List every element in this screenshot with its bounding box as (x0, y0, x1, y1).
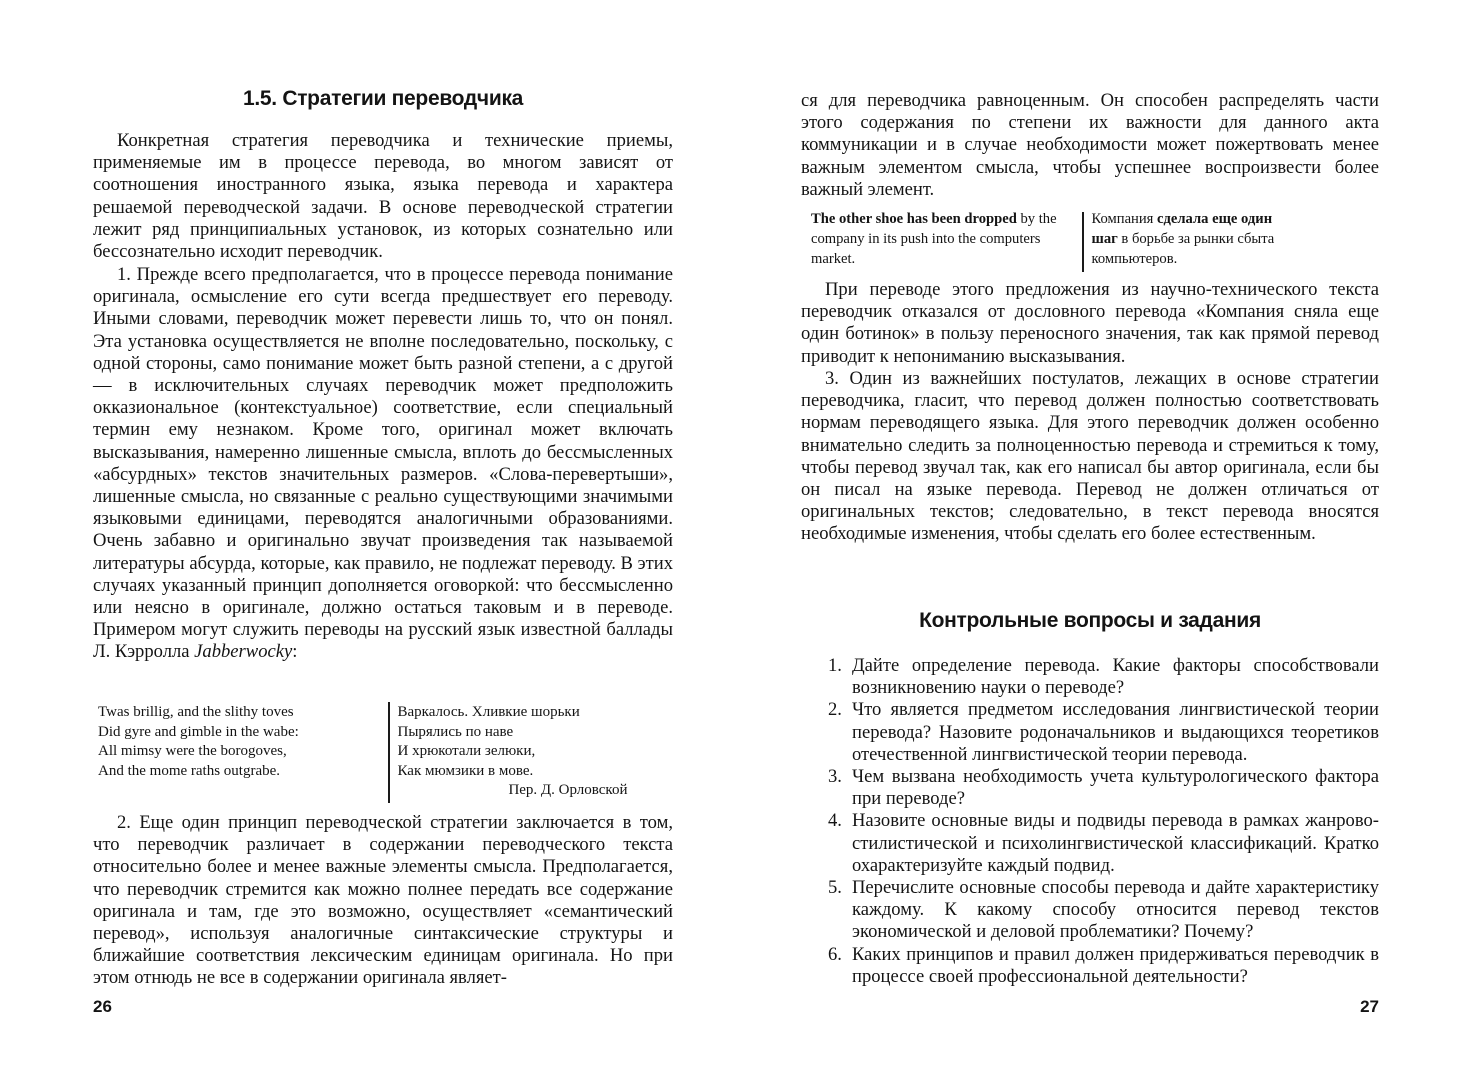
translator-credit: Пер. Д. Орловской (508, 782, 628, 799)
continuation-paragraph: ся для переводчика равноценным. Он способен распределять части этого содержания по степени их важности для данного акта коммуникации и в случае необходимости может пожертвовать менее важным элементом смысла, чтобы успешнее воспроизвести более важный элемент. (801, 90, 1379, 200)
page-number-left: 26 (93, 997, 112, 1016)
example-russian-rest: в борьбе за рынки сбыта компьютеров. (1091, 230, 1275, 267)
question-item (828, 810, 1379, 877)
poem-line: Как мюмзики в мове. (397, 762, 534, 779)
question-item (828, 699, 1379, 766)
intro-paragraph: Конкретная стратегия переводчика и технические приемы, применяемые им в процессе перевода, во многом зависят от соотношения иностранного языка, языка перевода и характера решаемой переводческой задачи. В основе переводческой стратегии лежит ряд принципиальных установок, из которых сознательно или бессознательно исходит переводчик. (93, 130, 673, 263)
question-number: 1. (828, 655, 842, 676)
poem-line: All mimsy were the borogoves, (98, 743, 287, 760)
principle-2-paragraph: 2. Еще один принцип переводческой стратегии заключается в том, что переводчик различает в содержании переводческого текста относительно более и менее важные элементы смысла. Предполагается, что переводчик стремится как можно полнее передать все содержание оригинала и там, где это возможно, осуществляет «семантический перевод», используя аналогичные синтаксические структуры и ближайшие соответствия лексическим единицам оригинала. Но при этом отнюдь не все в содержании оригинала являет- (93, 812, 673, 989)
right-page (801, 0, 1379, 1080)
column-divider (1082, 212, 1084, 272)
poem-line: Did gyre and gimble in the wabe: (98, 723, 299, 740)
question-item (828, 877, 1379, 944)
example-english-bold: The other shoe has been dropped (811, 211, 1017, 227)
question-text: Назовите основные виды и подвиды перевода в рамках жанрово-стилистической и психолингвистической классификаций. Кратко охарактеризуйте каждый подвид. (852, 810, 1379, 876)
question-item (828, 655, 1379, 699)
question-number: 5. (828, 877, 842, 899)
column-divider (388, 702, 390, 803)
example-russian-start: Компания (1091, 211, 1158, 227)
question-text: Что является предметом исследования лингвистической теории перевода? Назовите родоначальников и выдающихся теоретиков отечественной лингвистической теории перевода. (852, 699, 1379, 765)
question-text: Чем вызвана необходимость учета культурологического фактора при переводе? (852, 766, 1379, 810)
question-text: Каких принципов и правил должен придерживаться переводчик в процессе своей профессиональной деятельности? (852, 943, 1379, 987)
example-english-rest: by the company in its push into the computers market. (811, 211, 1057, 267)
principle-1-end: : (292, 641, 298, 663)
poem-line: And the mome raths outgrabe. (98, 762, 281, 779)
example-comment-paragraph: При переводе этого предложения из научно-технического текста переводчик отказался от дословного перевода «Компания сняла еще один ботинок» в пользу переносного значения, так как прямой перевод приводит к непониманию высказывания. (801, 279, 1379, 367)
principle-3-paragraph: 3. Один из важнейших постулатов, лежащих в основе стратегии переводчика, гласит, что перевод должен полностью соответствовать нормам переводящего языка. Для этого переводчик должен особенно внимательно следить за полноценностью перевода и стремиться к тому, чтобы перевод звучал так, как его написал бы автор оригинала, если бы он писал на языке перевода. Перевод не должен отличаться от оригинальных текстов; следовательно, в текст перевода вносятся необходимые изменения, чтобы сделать его более естественным. (801, 368, 1379, 545)
poem-line: Пырялись по наве (397, 723, 514, 740)
poem-line: Варкалось. Хливкие шорьки (397, 704, 580, 720)
example-russian (1092, 210, 1322, 272)
poem-english (93, 703, 380, 803)
question-item (828, 944, 1379, 988)
example-parallel-text (801, 210, 1379, 272)
page-number-right: 27 (1360, 997, 1379, 1016)
question-number: 4. (828, 810, 842, 832)
question-number: 6. (828, 943, 842, 965)
poem-russian (398, 703, 628, 803)
question-number: 3. (828, 766, 842, 788)
questions-title: Контрольные вопросы и задания (919, 609, 1261, 632)
poem-line: И хрюкотали зелюки, (397, 743, 536, 760)
question-number: 2. (828, 699, 842, 721)
example-english (801, 210, 1076, 272)
example-russian-bold: сделала еще один (1157, 211, 1273, 227)
principle-1-paragraph (93, 264, 673, 664)
ballad-title: Jabberwocky (194, 641, 293, 663)
poem-parallel-text (93, 703, 673, 803)
question-item (828, 766, 1379, 810)
question-text: Перечислите основные способы перевода и дайте характеристику каждому. К какому способу относится перевод текстов экономической и деловой проблематики? Почему? (852, 877, 1379, 943)
poem-line: Twas brillig, and the slithy toves (98, 704, 294, 720)
principle-1-text: 1. Прежде всего предполагается, что в процессе перевода понимание оригинала, осмысление его сути всегда предшествует его переводу. Иными словами, переводчик может перевести лишь то, что он понял. Эта установка осуществляется не вполне последовательно, поскольку, с одной стороны, само понимание может быть разной степени, а с другой — в исключительных случаях переводчик может предположить окказиональное (контекстуальное) соответствие, если специальный термин ему незнаком. Кроме того, оригинал может включать высказывания, намеренно лишенные смысла, вплоть до бессмысленных «абсурдных» текстов значительных размеров. «Слова-перевертыши», лишенные смысла, но связанные с реально существующими значимыми языковыми единицами, переводятся аналогичными образованиями. Очень забавно и оригинально звучат произведения так называемой литературы абсурда, которые, как правило, не подлежат переводу. В этих случаях указанный принцип дополняется оговоркой: что бессмысленно или неясно в оригинале, должно остаться таковым и в переводе. Примером могут служить переводы на русский язык известной баллады Л. Кэрролла (93, 264, 673, 663)
example-russian-bold: шаг (1091, 230, 1118, 247)
left-page (93, 0, 673, 1080)
questions-list (828, 655, 1379, 988)
section-title: 1.5. Стратегии переводчика (242, 87, 524, 110)
question-text: Дайте определение перевода. Какие факторы способствовали возникновению науки о переводе? (852, 655, 1379, 699)
